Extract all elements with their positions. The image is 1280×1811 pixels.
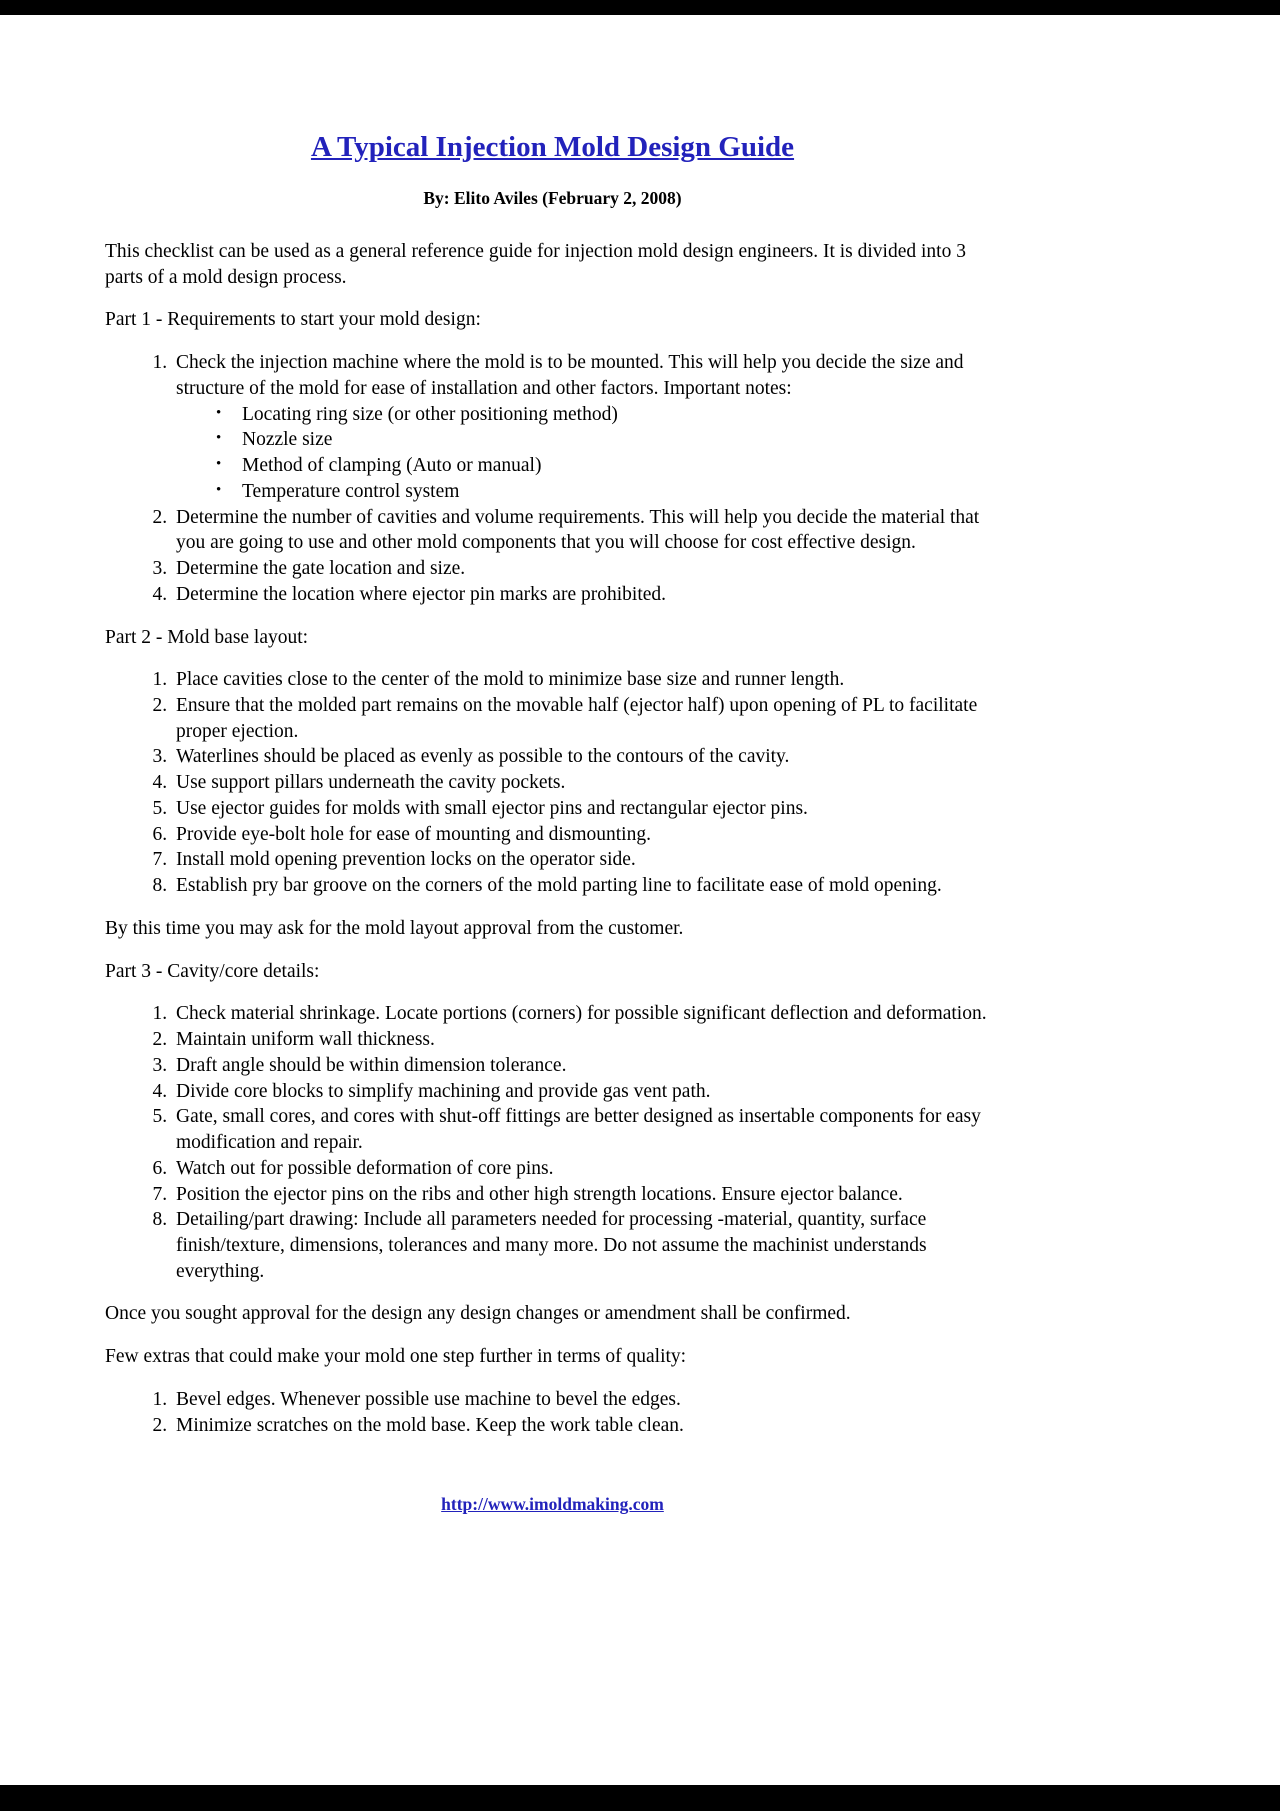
document-page (0, 15, 1280, 1785)
part1-heading: Part 1 - Requirements to start your mold design: (105, 309, 481, 331)
list-item: 2. Maintain uniform wall thickness. (172, 1027, 1000, 1053)
document-content (105, 131, 1000, 1515)
list-item: 5. Gate, small cores, and cores with shut-off fittings are better designed as insertable components for easy modification and repair. (172, 1104, 1000, 1155)
list-item: 1. Place cavities close to the center of the mold to minimize base size and runner length. (172, 667, 1000, 693)
extras-list (105, 1387, 1000, 1438)
list-item: 4. Determine the location where ejector pin marks are prohibited. (172, 582, 1000, 608)
list-item: 8. Detailing/part drawing: Include all parameters needed for processing -material, quantity, surface finish/texture, dimensions, tolerances and many more. Do not assume the machinist understands everything. (172, 1207, 1000, 1284)
list-item: 3. Draft angle should be within dimension tolerance. (172, 1053, 1000, 1079)
byline: By: Elito Aviles (February 2, 2008) (423, 188, 682, 208)
list-item: 3. Waterlines should be placed as evenly as possible to the contours of the cavity. (172, 744, 1000, 770)
list-item: 5. Use ejector guides for molds with small ejector pins and rectangular ejector pins. (172, 796, 1000, 822)
intro-paragraph: This checklist can be used as a general reference guide for injection mold design engineers. It is divided into 3 parts of a mold design process. (105, 241, 966, 288)
list-item: 7. Install mold opening prevention locks on the operator side. (172, 847, 1000, 873)
list-item: 4. Use support pillars underneath the cavity pockets. (172, 770, 1000, 796)
sub-list-item: • Temperature control system (216, 479, 1000, 505)
list-item: 6. Provide eye-bolt hole for ease of mounting and dismounting. (172, 822, 1000, 848)
sub-list-item: • Method of clamping (Auto or manual) (216, 453, 1000, 479)
list-item-text: Check the injection machine where the mold is to be mounted. This will help you decide the size and structure of the mold for ease of installation and other factors. Important notes: (176, 352, 964, 399)
interlude-paragraph: By this time you may ask for the mold layout approval from the customer. (105, 917, 684, 939)
list-item: 6. Watch out for possible deformation of core pins. (172, 1156, 1000, 1182)
part1-list (105, 350, 1000, 607)
list-item (172, 350, 1000, 504)
list-item: 2. Ensure that the molded part remains on the movable half (ejector half) upon opening of PL to facilitate proper ejection. (172, 693, 1000, 744)
footer-link[interactable]: http://www.imoldmaking.com (441, 1494, 664, 1515)
page-title: A Typical Injection Mold Design Guide (310, 131, 795, 163)
list-item: 8. Establish pry bar groove on the corners of the mold parting line to facilitate ease of mold opening. (172, 873, 1000, 899)
part1-sublist (176, 402, 1000, 505)
list-item: 2. Determine the number of cavities and volume requirements. This will help you decide the material that you are going to use and other mold components that you will choose for cost effective design. (172, 505, 1000, 556)
part2-heading: Part 2 - Mold base layout: (105, 626, 309, 648)
list-item: 4. Divide core blocks to simplify machining and provide gas vent path. (172, 1079, 1000, 1105)
part3-heading: Part 3 - Cavity/core details: (105, 960, 320, 982)
footer (105, 1494, 1000, 1515)
extras-heading: Few extras that could make your mold one step further in terms of quality: (105, 1346, 687, 1368)
list-item: 1. Bevel edges. Whenever possible use machine to bevel the edges. (172, 1387, 1000, 1413)
approval-paragraph: Once you sought approval for the design any design changes or amendment shall be confirmed. (105, 1303, 851, 1325)
part2-list (105, 667, 1000, 899)
part3-list (105, 1001, 1000, 1284)
sub-list-item: • Locating ring size (or other positioning method) (216, 402, 1000, 428)
list-item: 3. Determine the gate location and size. (172, 556, 1000, 582)
list-item: 2. Minimize scratches on the mold base. Keep the work table clean. (172, 1413, 1000, 1439)
list-item: 7. Position the ejector pins on the ribs and other high strength locations. Ensure ejector balance. (172, 1182, 1000, 1208)
list-item: 1. Check material shrinkage. Locate portions (corners) for possible significant deflection and deformation. (172, 1001, 1000, 1027)
sub-list-item: • Nozzle size (216, 427, 1000, 453)
